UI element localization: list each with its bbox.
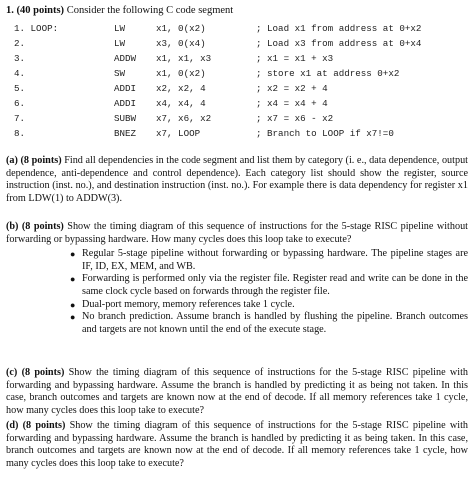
code-line [14,126,469,141]
code-label: 5. [14,83,26,94]
code-operands: x4, x4, 4 [156,98,206,109]
code-segment [14,21,469,141]
part-b-text: Show the timing diagram of this sequence of instructions for the 5-stage RISC pipeline without forwarding or bypassing hardware. How many cycles does this loop take to execute? [6,221,468,245]
assumption-item [6,299,468,312]
code-label: 3. [14,53,26,64]
assumption-item [6,248,468,273]
code-opcode: ADDI [114,98,137,109]
part-b [6,221,468,336]
code-label: 8. [14,128,26,139]
code-label: 4. [14,68,26,79]
code-operands: x1, x1, x3 [156,53,212,64]
part-b-lead: (b) (8 points) [6,221,64,232]
question-points: (40 points) [16,5,65,16]
code-opcode: BNEZ [114,128,137,139]
part-c-text: Show the timing diagram of this sequence of instructions for the 5-stage RISC pipeline with forwarding and bypassing hardware. Assume the branch is handled by predicting it as being not taken. In this case, branch outcomes and targets are known now at the end of decode. If all memory references take 1 cycle, how many cycles does this loop take to execute? [6,367,468,416]
code-operands: x1, 0(x2) [156,68,206,79]
code-comment: ; Branch to LOOP if x7!=0 [256,128,394,139]
code-opcode: ADDI [114,83,137,94]
code-label: 7. [14,113,26,124]
code-operands: x2, x2, 4 [156,83,206,94]
bullet-icon: ● [70,274,76,285]
assumption-text: Regular 5-stage pipeline without forwarding or bypassing hardware. The pipeline stages are IF, ID, EX, MEM, and WB. [82,248,468,272]
part-c-lead: (c) (8 points) [6,367,65,378]
code-comment: ; Load x1 from address at 0+x2 [256,23,422,34]
part-a [6,155,468,205]
question-header [6,5,233,18]
part-c-paragraph [6,367,468,417]
assumption-text: No branch prediction. Assume branch is handled by flushing the pipeline. Branch outcomes and targets are not known until the end of the execute stage. [82,311,468,335]
code-line [14,21,469,36]
assumption-item [6,311,468,336]
code-operands: x7, x6, x2 [156,113,212,124]
part-d-paragraph [6,420,468,470]
part-d-text: Show the timing diagram of this sequence of instructions for the 5-stage RISC pipeline with forwarding and bypassing hardware. Assume the branch is handled by predicting it as being taken. In this case, branch outcomes and targets are known now at the end of decode. If all memory references take 1 cycle, how many cycles does this loop take to execute? [6,420,468,469]
bullet-icon: ● [70,299,76,310]
part-a-text: Find all dependencies in the code segment and list them by category (i. e., data dependence, output dependence, anti-dependence and control dependence). Each category list should show the register, source instruction (inst. no.), and destination instruction (inst. no.). For example there is data dependency for register x1 from LDW(1) to ADDW(3). [6,155,468,204]
part-c [6,367,468,417]
code-comment: ; x7 = x6 - x2 [256,113,334,124]
code-opcode: SUBW [114,113,137,124]
bullet-icon: ● [70,249,76,260]
assumption-text: Dual-port memory, memory references take 1 cycle. [82,298,295,310]
code-line [14,51,469,66]
part-d-lead: (d) (8 points) [6,420,66,431]
code-opcode: LW [114,23,126,34]
code-comment: ; Load x3 from address at 0+x4 [256,38,422,49]
code-label: 1. LOOP: [14,23,59,34]
code-operands: x1, 0(x2) [156,23,206,34]
code-line [14,81,469,96]
code-line [14,36,469,51]
code-line [14,66,469,81]
code-opcode: SW [114,68,126,79]
code-comment: ; x1 = x1 + x3 [256,53,334,64]
question-number: 1. [6,5,14,16]
assumption-text: Forwarding is performed only via the register file. Register read and write can be done in the same clock cycle based on forwards through the register file. [82,273,468,297]
part-b-assumptions [6,248,468,336]
part-b-paragraph [6,221,468,246]
question-intro: Consider the following C code segment [66,5,234,16]
code-opcode: LW [114,38,126,49]
assumption-item [6,273,468,298]
code-comment: ; x2 = x2 + 4 [256,83,328,94]
code-comment: ; x4 = x4 + 4 [256,98,328,109]
code-line [14,111,469,126]
code-label: 6. [14,98,26,109]
code-label: 2. [14,38,26,49]
part-a-lead: (a) (8 points) [6,155,62,166]
code-comment: ; store x1 at address 0+x2 [256,68,400,79]
code-operands: x7, LOOP [156,128,201,139]
code-opcode: ADDW [114,53,137,64]
code-line [14,96,469,111]
code-operands: x3, 0(x4) [156,38,206,49]
part-a-paragraph [6,155,468,205]
bullet-icon: ● [70,312,76,323]
part-d [6,420,468,470]
